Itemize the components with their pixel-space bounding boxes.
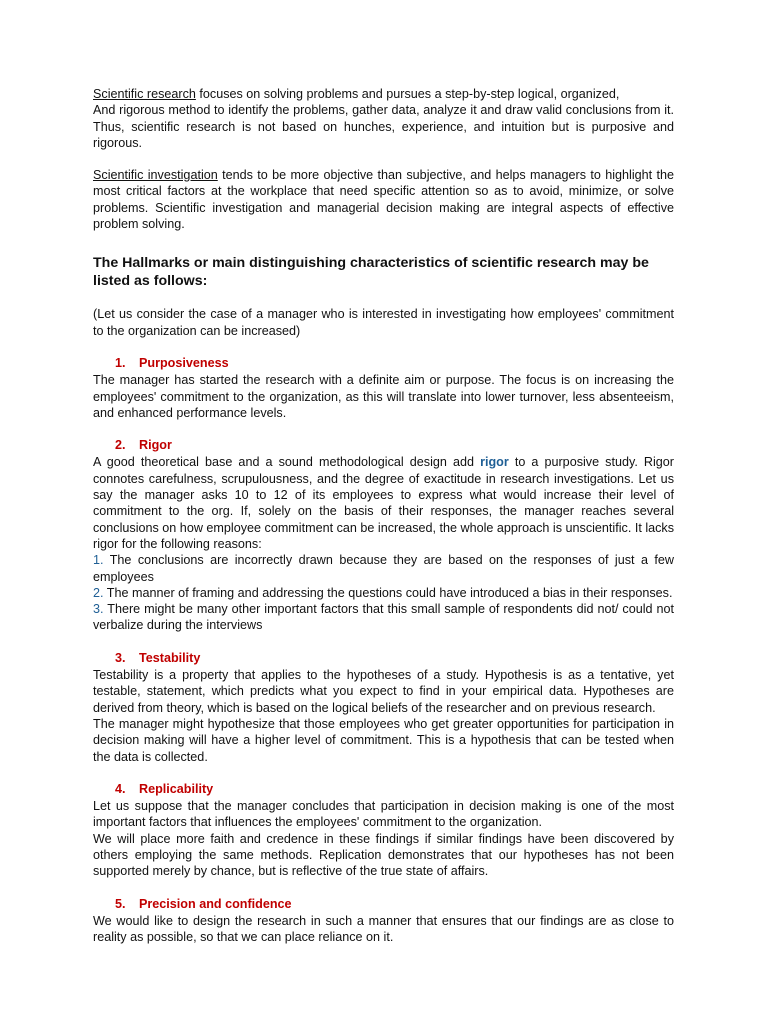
keyword-rigor: rigor [480, 455, 509, 470]
section-heading-purposiveness: 1. Purposiveness [115, 355, 229, 370]
section-paragraph: Testability is a property that applies to the hypotheses of a study. Hypothesis is as a tentative, yet testable, statement, which predicts what you expect to find in your empirical data. Hypotheses are derived from theory, which is based on the logical beliefs of the researcher and on previous research. [93, 668, 674, 715]
section-paragraph: We would like to design the research in such a manner that ensures that our findings are as close to reality as possible, so that we can place reliance on it. [93, 913, 674, 945]
section-paragraph: The manager might hypothesize that those employees who get greater opportunities for participation in decision making will have a higher level of commitment. This is a hypothesis that can be tested when the data is collected. [93, 716, 674, 764]
section-paragraph: A good theoretical base and a sound methodological design add rigor to a purposive study. Rigor connotes carefulness, scrupulousness, and the degree of exactitude in research investigations. Let us say the manager asks 10 to 12 of its employees to express what would increase their level of commitment to the org. If, solely on the basis of their responses, the manager reaches several conclusions on how employee commitment can be increased, the whole approach is unscientific. It lacks rigor for the following reasons: [93, 455, 675, 551]
section-heading-rigor: 2. Rigor [115, 438, 172, 453]
section-paragraph: The manager has started the research with a definite aim or purpose. The focus is on increasing the employees' commitment to the organization, as this will translate into lower turnover, less absenteeism, and enhanced performance levels. [93, 373, 674, 420]
section-paragraph: Let us suppose that the manager concludes that participation in decision making is one of the most important factors that influences the employees' commitment to the organization. [93, 799, 674, 830]
context-paragraph: (Let us consider the case of a manager who is interested in investigating how employees' commitment to the organization can be increased) [93, 307, 674, 338]
document-page [93, 86, 674, 945]
intro-paragraph-1: Scientific research focuses on solving problems and pursues a step-by-step logical, organized, And rigorous method to identify the problems, gather data, analyze it and draw valid conclusions from it. Thus, scientific research is not based on hunches, experience, and intuition but is purposive and rigorous. [93, 87, 674, 150]
term-scientific-research: Scientific research [93, 87, 196, 101]
intro-paragraph-2: Scientific investigation tends to be more objective than subjective, and helps managers to highlight the most critical factors at the workplace that need specific attention so as to avoid, minimize, or solve problems. Scientific investigation and managerial decision making are integral aspects of effective problem solving. [93, 168, 674, 232]
reason-item: 2. The manner of framing and addressing the questions could have introduced a bias in their responses. [93, 585, 673, 600]
section-heading-testability: 3. Testability [115, 650, 201, 665]
reason-item: 3. There might be many other important factors that this small sample of respondents did not/ could not verbalize during the interviews [93, 602, 674, 633]
section-heading-precision: 5. Precision and confidence [115, 896, 292, 911]
hallmarks-heading: The Hallmarks or main distinguishing characteristics of scientific research may be listed as follows: [93, 255, 649, 290]
section-paragraph: We will place more faith and credence in these findings if similar findings have been discovered by others employing the same methods. Replication demonstrates that our hypotheses has not been supported merely by chance, but is reflective of the true state of affairs. [93, 831, 674, 879]
term-scientific-investigation: Scientific investigation [93, 168, 218, 183]
reason-item: 1. The conclusions are incorrectly drawn because they are based on the responses of just a few employees [93, 553, 674, 584]
section-heading-replicability: 4. Replicability [115, 781, 214, 796]
